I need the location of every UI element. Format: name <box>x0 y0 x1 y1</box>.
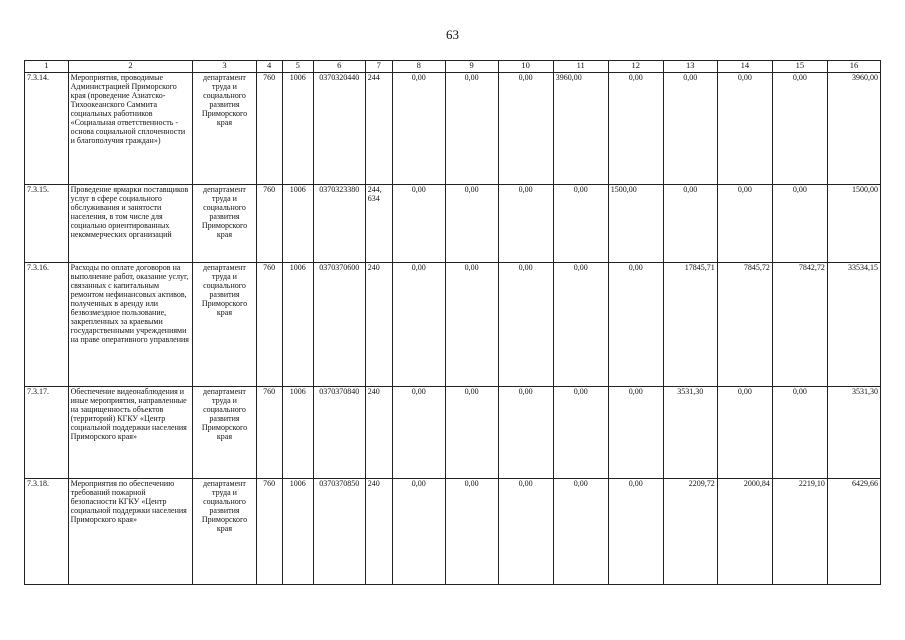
cell-col-13: 2209,72 <box>663 479 717 585</box>
cell-col-14: 2000,84 <box>717 479 772 585</box>
cell-col-15: 0,00 <box>772 73 827 185</box>
cell-col-9: 0,00 <box>445 73 498 185</box>
cell-col-13: 0,00 <box>663 185 717 263</box>
cell-col-16: 3960,00 <box>827 73 880 185</box>
measure-name: Проведение ярмарки поставщиков услуг в сфере социального обслуживания и занятости населения, в том числе для социально ориентированных некоммерческих организаций <box>68 185 193 263</box>
cell-col-11: 0,00 <box>553 387 608 479</box>
cell-col-16: 3531,30 <box>827 387 880 479</box>
cell-col-12: 0,00 <box>608 387 663 479</box>
measure-number: 7.3.16. <box>25 263 69 387</box>
cell-col-5: 1006 <box>282 479 313 585</box>
table-row <box>25 73 881 185</box>
cell-col-7: 244, 634 <box>365 185 392 263</box>
responsible-department: департамент труда и социального развития Приморского края <box>193 263 256 387</box>
column-header: 16 <box>827 61 880 73</box>
cell-col-7: 244 <box>365 73 392 185</box>
cell-col-4: 760 <box>256 263 282 387</box>
cell-col-12: 1500,00 <box>608 185 663 263</box>
cell-col-7: 240 <box>365 387 392 479</box>
program-measures-table <box>24 60 881 585</box>
measure-number: 7.3.15. <box>25 185 69 263</box>
table-row <box>25 479 881 585</box>
cell-col-8: 0,00 <box>392 479 445 585</box>
page-number: 63 <box>446 27 459 42</box>
column-header: 3 <box>193 61 256 73</box>
cell-col-7: 240 <box>365 263 392 387</box>
measure-number: 7.3.17. <box>25 387 69 479</box>
cell-col-9: 0,00 <box>445 263 498 387</box>
column-header: 2 <box>68 61 193 73</box>
column-header: 14 <box>717 61 772 73</box>
cell-col-4: 760 <box>256 73 282 185</box>
cell-col-15: 0,00 <box>772 185 827 263</box>
cell-col-11: 3960,00 <box>553 73 608 185</box>
cell-col-7: 240 <box>365 479 392 585</box>
cell-col-10: 0,00 <box>498 387 553 479</box>
column-header: 12 <box>608 61 663 73</box>
column-number-header-row <box>25 61 881 73</box>
cell-col-16: 33534,15 <box>827 263 880 387</box>
column-header: 7 <box>365 61 392 73</box>
cell-col-5: 1006 <box>282 387 313 479</box>
cell-col-6: 0370370850 <box>313 479 365 585</box>
cell-col-9: 0,00 <box>445 185 498 263</box>
cell-col-10: 0,00 <box>498 185 553 263</box>
cell-col-5: 1006 <box>282 263 313 387</box>
cell-col-15: 7842,72 <box>772 263 827 387</box>
cell-col-11: 0,00 <box>553 185 608 263</box>
responsible-department: департамент труда и социального развития Приморского края <box>193 387 256 479</box>
measure-name: Обеспечение видеонаблюдения и иные мероприятия, направленные на защищенность объектов (территорий) КГКУ «Центр социальной поддержки населения Приморского края» <box>68 387 193 479</box>
cell-col-12: 0,00 <box>608 479 663 585</box>
column-header: 1 <box>25 61 69 73</box>
cell-col-4: 760 <box>256 479 282 585</box>
column-header: 5 <box>282 61 313 73</box>
cell-col-16: 6429,66 <box>827 479 880 585</box>
cell-col-4: 760 <box>256 185 282 263</box>
cell-col-13: 17845,71 <box>663 263 717 387</box>
responsible-department: департамент труда и социального развития Приморского края <box>193 185 256 263</box>
cell-col-14: 0,00 <box>717 387 772 479</box>
cell-col-14: 0,00 <box>717 73 772 185</box>
cell-col-10: 0,00 <box>498 263 553 387</box>
column-header: 10 <box>498 61 553 73</box>
cell-col-14: 0,00 <box>717 185 772 263</box>
cell-col-11: 0,00 <box>553 263 608 387</box>
measure-name: Мероприятия, проводимые Администрацией Приморского края (проведение Азиатско-Тихоокеанского Саммита социальных работников «Социальная ответственность - основа социальной сплоченности и благополучия граждан») <box>68 73 193 185</box>
column-header: 6 <box>313 61 365 73</box>
cell-col-12: 0,00 <box>608 263 663 387</box>
cell-col-12: 0,00 <box>608 73 663 185</box>
cell-col-6: 0370320440 <box>313 73 365 185</box>
cell-col-15: 2219,10 <box>772 479 827 585</box>
cell-col-14: 7845,72 <box>717 263 772 387</box>
measure-name: Мероприятия по обеспечению требований пожарной безопасности КГКУ «Центр социальной поддержки населения Приморского края» <box>68 479 193 585</box>
cell-col-13: 0,00 <box>663 73 717 185</box>
cell-col-8: 0,00 <box>392 387 445 479</box>
cell-col-8: 0,00 <box>392 263 445 387</box>
cell-col-6: 0370370600 <box>313 263 365 387</box>
column-header: 11 <box>553 61 608 73</box>
cell-col-4: 760 <box>256 387 282 479</box>
cell-col-6: 0370323380 <box>313 185 365 263</box>
measure-number: 7.3.18. <box>25 479 69 585</box>
measure-name: Расходы по оплате договоров на выполнение работ, оказание услуг, связанных с капитальным ремонтом нефинансовых активов, полученных в аренду или безвозмездное пользование, закрепленных за краевыми государственными учреждениями на праве оперативного управления <box>68 263 193 387</box>
column-header: 8 <box>392 61 445 73</box>
column-header: 13 <box>663 61 717 73</box>
table-row <box>25 387 881 479</box>
cell-col-6: 0370370840 <box>313 387 365 479</box>
cell-col-13: 3531,30 <box>663 387 717 479</box>
cell-col-9: 0,00 <box>445 387 498 479</box>
table-row <box>25 185 881 263</box>
column-header: 15 <box>772 61 827 73</box>
cell-col-8: 0,00 <box>392 185 445 263</box>
responsible-department: департамент труда и социального развития Приморского края <box>193 73 256 185</box>
column-header: 9 <box>445 61 498 73</box>
measure-number: 7.3.14. <box>25 73 69 185</box>
cell-col-16: 1500,00 <box>827 185 880 263</box>
column-header: 4 <box>256 61 282 73</box>
cell-col-9: 0,00 <box>445 479 498 585</box>
cell-col-10: 0,00 <box>498 73 553 185</box>
responsible-department: департамент труда и социального развития Приморского края <box>193 479 256 585</box>
cell-col-11: 0,00 <box>553 479 608 585</box>
table-row <box>25 263 881 387</box>
cell-col-5: 1006 <box>282 73 313 185</box>
cell-col-8: 0,00 <box>392 73 445 185</box>
cell-col-5: 1006 <box>282 185 313 263</box>
cell-col-10: 0,00 <box>498 479 553 585</box>
cell-col-15: 0,00 <box>772 387 827 479</box>
